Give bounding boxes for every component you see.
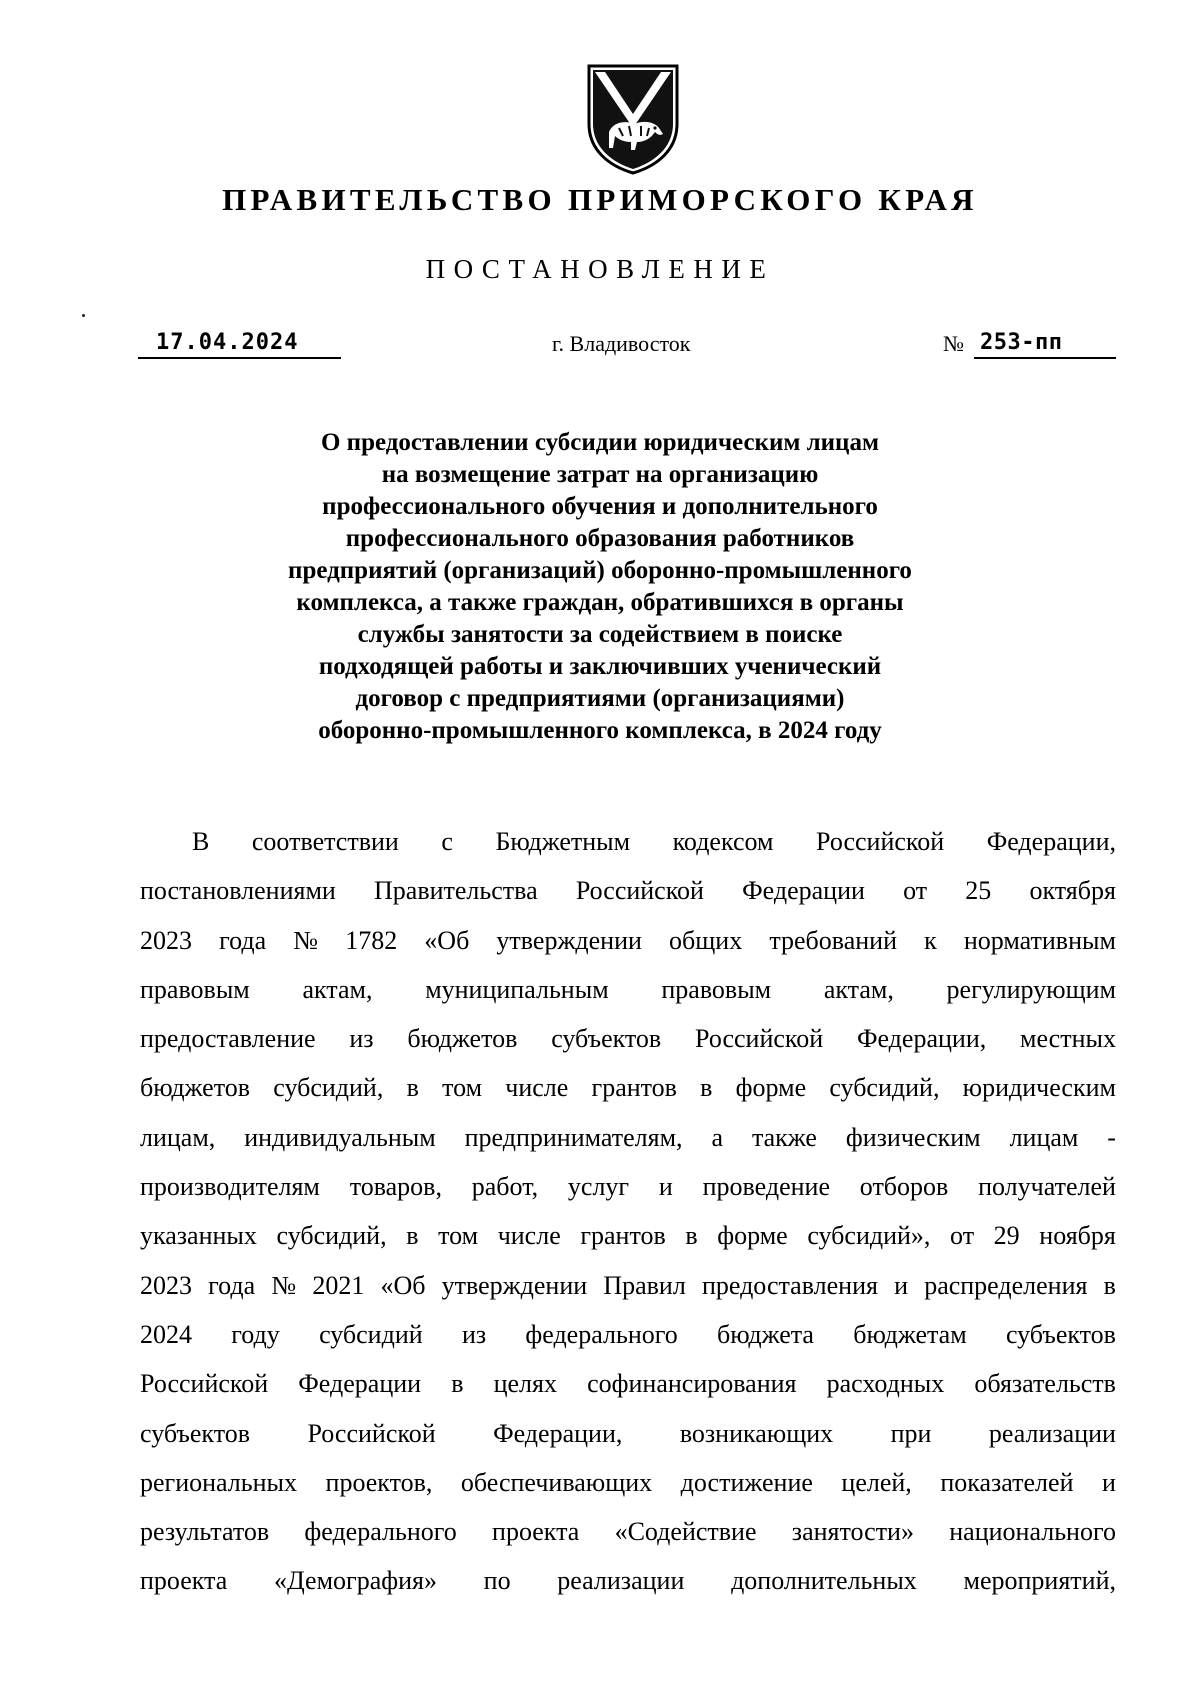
body-word: в: [700, 1073, 713, 1103]
body-word: от: [903, 876, 928, 906]
body-word: услуг: [567, 1172, 630, 1202]
body-word: федерального: [304, 1517, 457, 1547]
body-word: и: [658, 1172, 673, 1202]
body-line: [140, 1507, 1116, 1556]
document-meta-row: [0, 331, 1200, 371]
body-word: бюджета: [717, 1319, 814, 1349]
body-word: грантов: [591, 1073, 677, 1103]
body-word: субсидий: [319, 1319, 423, 1349]
body-word: Федерации: [298, 1369, 422, 1399]
body-word: актам,: [823, 974, 894, 1004]
document-heading: [250, 427, 950, 747]
body-word: из: [461, 1319, 487, 1349]
heading-line: договор с предприятиями (организациями): [355, 685, 845, 712]
heading-line: О предоставлении субсидии юридическим лицам: [320, 429, 879, 456]
body-word: субсидий,: [276, 1221, 387, 1251]
body-word: Российской: [140, 1369, 269, 1399]
heading-line: на возмещение затрат на организацию: [381, 461, 819, 488]
government-title: ПРАВИТЕЛЬСТВО ПРИМОРСКОГО КРАЯ: [222, 182, 978, 217]
body-word: работ,: [471, 1172, 539, 1202]
body-word: «Содействие: [614, 1517, 757, 1547]
number-field: [974, 331, 1116, 359]
body-word: отборов: [859, 1172, 949, 1202]
body-word: Правил: [603, 1270, 686, 1300]
heading-line: профессионального обучения и дополнительного: [322, 493, 878, 520]
body-word: из: [349, 1024, 374, 1054]
body-word: региональных: [140, 1467, 298, 1497]
body-word: предоставление: [140, 1024, 316, 1054]
body-word: в: [1103, 1270, 1116, 1300]
body-word: реализации: [557, 1566, 685, 1596]
document-city: г. Владивосток: [552, 331, 691, 356]
body-word: Федерации: [742, 876, 865, 906]
body-word: достижение: [680, 1467, 813, 1497]
body-word: с: [441, 827, 453, 856]
body-word: субъектов: [551, 1024, 662, 1054]
body-word: октября: [1029, 876, 1116, 906]
body-word: правовым: [140, 974, 250, 1004]
body-word: указанных: [140, 1221, 257, 1251]
body-word: обеспечивающих: [460, 1467, 653, 1497]
body-line: [140, 1162, 1116, 1211]
body-word: 2024: [140, 1319, 192, 1349]
body-word: субсидий,: [273, 1073, 384, 1103]
body-word: субъектов: [1005, 1319, 1116, 1349]
body-word: от: [950, 1221, 975, 1251]
body-line: [140, 1063, 1116, 1112]
body-word: субъектов: [140, 1418, 251, 1448]
heading-line: профессионального образования работников: [345, 525, 855, 552]
body-word: Российской: [575, 876, 704, 906]
body-word: целей,: [841, 1467, 912, 1497]
body-word: бюджетам: [853, 1319, 967, 1349]
body-word: утверждении: [496, 925, 642, 955]
body-line: [140, 817, 1116, 866]
body-word: 1782: [345, 925, 398, 955]
body-word: целях: [493, 1369, 557, 1399]
body-word: юридическим: [962, 1073, 1116, 1103]
body-word: том: [442, 1073, 483, 1103]
body-word: года: [208, 1270, 256, 1300]
body-line: [140, 1014, 1116, 1063]
document-body: [140, 817, 1116, 1606]
body-line: [140, 1556, 1116, 1605]
body-word: результатов: [140, 1517, 270, 1547]
body-word: к: [924, 925, 937, 955]
body-word: Федерации,: [493, 1418, 623, 1448]
body-word: кодексом: [672, 827, 774, 856]
body-word: «Демография»: [273, 1566, 437, 1596]
body-word: федерального: [525, 1319, 678, 1349]
body-line: [140, 1409, 1116, 1458]
body-word: ноября: [1039, 1221, 1116, 1251]
heading-line: комплекса, а также граждан, обратившихся в органы: [296, 589, 904, 616]
body-word: Российской: [307, 1418, 436, 1448]
body-word: предоставления: [701, 1270, 878, 1300]
date-field: [138, 331, 341, 359]
body-word: правовым: [661, 974, 772, 1004]
body-word: 2023: [140, 925, 192, 955]
body-word: предпринимателям,: [464, 1122, 683, 1152]
body-word: субсидий,: [829, 1073, 940, 1103]
heading-line: службы занятости за содействием в поиске: [357, 621, 843, 648]
heading-line: оборонно-промышленного комплекса, в 2024 году: [318, 717, 882, 744]
body-word: по: [483, 1566, 511, 1596]
heading-line: предприятий (организаций) оборонно-промышленного: [288, 557, 912, 584]
body-word: проекта: [492, 1517, 580, 1547]
body-word: проведение: [702, 1172, 830, 1202]
scan-speck: [82, 314, 85, 317]
body-word: производителям: [140, 1172, 320, 1202]
body-word: показателей: [940, 1467, 1074, 1497]
body-word: также: [751, 1122, 817, 1152]
body-word: -: [1107, 1122, 1116, 1152]
body-word: и: [1102, 1467, 1116, 1497]
body-line: [140, 1458, 1116, 1507]
body-word: возникающих: [679, 1418, 834, 1448]
body-word: форме: [717, 1221, 788, 1251]
body-word: в: [406, 1073, 419, 1103]
document-date: 17.04.2024: [156, 330, 299, 355]
body-word: получателей: [978, 1172, 1116, 1202]
body-word: том: [438, 1221, 479, 1251]
body-line: [140, 916, 1116, 965]
body-word: грантов: [580, 1221, 666, 1251]
body-word: лицам,: [140, 1122, 216, 1152]
body-word: форме: [735, 1073, 807, 1103]
body-word: «Об: [424, 925, 470, 955]
body-word: занятости»: [791, 1517, 914, 1547]
body-word: физическим: [845, 1122, 981, 1152]
body-word: товаров,: [349, 1172, 442, 1202]
body-word: местных: [1020, 1024, 1116, 1054]
body-line: [140, 965, 1116, 1014]
body-word: а: [711, 1122, 724, 1152]
body-line: [140, 1310, 1116, 1359]
body-word: актам,: [302, 974, 373, 1004]
body-word: «Об: [380, 1270, 426, 1300]
body-word: 2021: [312, 1270, 365, 1300]
body-line: [140, 1261, 1116, 1310]
body-word: №: [293, 925, 319, 955]
body-word: софинансирования: [587, 1369, 797, 1399]
body-word: мероприятий,: [963, 1566, 1116, 1596]
body-line: [140, 1113, 1116, 1162]
body-word: муниципальным: [425, 974, 609, 1004]
body-word: расходных: [826, 1369, 945, 1399]
body-word: требований: [769, 925, 897, 955]
body-word: регулирующим: [946, 974, 1116, 1004]
body-word: 25: [965, 876, 992, 906]
body-word: в: [685, 1221, 698, 1251]
body-word: утверждении: [441, 1270, 588, 1300]
body-word: при: [890, 1418, 932, 1448]
body-word: субсидий»,: [807, 1221, 931, 1251]
body-word: 29: [993, 1221, 1020, 1251]
primorsky-coat-of-arms-icon: [585, 62, 681, 175]
body-word: числе: [505, 1073, 569, 1103]
body-word: числе: [497, 1221, 561, 1251]
body-word: году: [231, 1319, 280, 1349]
body-word: Правительства: [374, 876, 538, 906]
body-word: 2023: [140, 1270, 192, 1300]
body-word: Бюджетным: [495, 827, 631, 856]
body-word: реализации: [988, 1418, 1116, 1448]
body-line: [140, 1211, 1116, 1260]
body-word: В: [192, 827, 210, 856]
document-number: 253-пп: [980, 330, 1063, 355]
body-word: Российской: [816, 827, 945, 856]
body-word: Российской: [695, 1024, 824, 1054]
body-word: и: [894, 1270, 909, 1300]
body-word: бюджетов: [140, 1073, 251, 1103]
body-word: соответствии: [251, 827, 399, 856]
body-word: обязательств: [974, 1369, 1116, 1399]
body-word: в: [451, 1369, 464, 1399]
body-word: проектов,: [325, 1467, 433, 1497]
body-word: Федерации,: [856, 1024, 987, 1054]
body-word: лицам: [1009, 1122, 1079, 1152]
number-sign: №: [943, 331, 964, 356]
body-word: в: [406, 1221, 419, 1251]
body-word: Федерации,: [986, 827, 1116, 856]
body-word: года: [219, 925, 267, 955]
body-word: №: [271, 1270, 297, 1300]
body-word: общих: [669, 925, 743, 955]
body-word: национального: [949, 1517, 1116, 1547]
body-line: [140, 866, 1116, 915]
document-type-title: ПОСТАНОВЛЕНИЕ: [425, 254, 775, 284]
body-word: дополнительных: [731, 1566, 917, 1596]
heading-line: подходящей работы и заключивших ученический: [318, 653, 882, 680]
body-word: постановлениями: [140, 876, 336, 906]
body-line: [140, 1359, 1116, 1408]
body-word: нормативным: [963, 925, 1116, 955]
body-word: распределения: [924, 1270, 1088, 1300]
body-word: индивидуальным: [244, 1122, 436, 1152]
body-word: бюджетов: [407, 1024, 518, 1054]
body-word: проекта: [140, 1566, 228, 1596]
